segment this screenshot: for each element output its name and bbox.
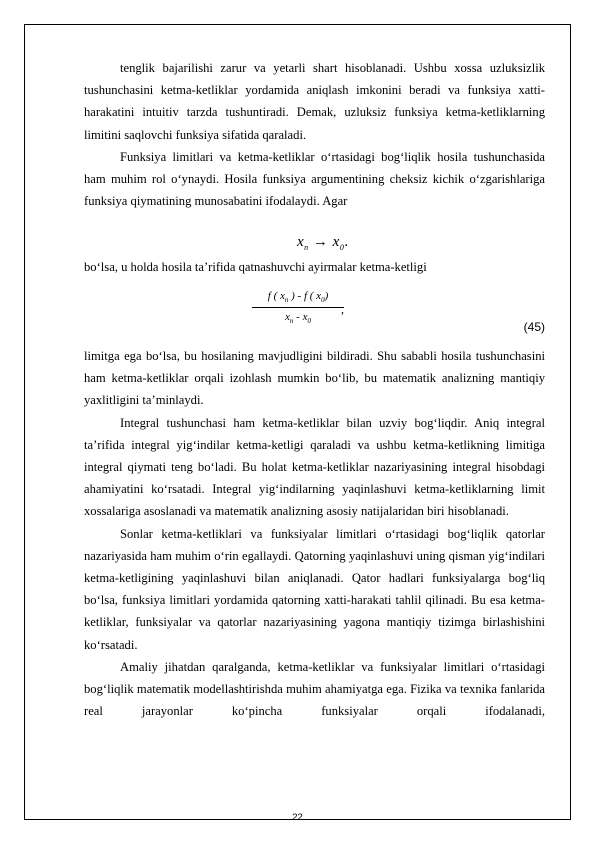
paragraph-derivative: Funksiya limitlari va ketma-ketliklar o‘rtasidagi bog‘liqlik hosila tushunchasida ham muhim rol o‘ynaydi. Hosila funksiya argumentining cheksiz kichik o‘zgarishlariga funksiya qiymatining munosabatini ifodalaydi. Agar xyxy=(84,149,545,209)
text-block-bottom xyxy=(84,345,545,722)
formula-var: x xyxy=(332,234,340,250)
paragraph-applied: Amaliy jihatdan qaralganda, ketma-ketliklar va funksiyalar limitlari o‘rtasidagi bog‘liqlik matematik modellashtirishda muhim ahamiyatga ega. Fizika va texnika fanlarida real jarayonlar ko‘pincha funksiyalar orqali ifodalanadi, xyxy=(84,659,545,719)
paragraph-series: Sonlar ketma-ketliklari va funksiyalar limitlari o‘rtasidagi bog‘liqlik qatorlar nazariyasida ham muhim o‘rin egallaydi. Qatorning yaqinlashuvi uning qisman yig‘indilari ketma-ketligining yaqinlashuvi bilan aniqlanadi. Qator hadlari funksiyalarga bog‘liq bo‘lsa, funksiya limitlari yordamida qatorning xatti-harakati tahlil qilinadi. Bu esa ketma-ketliklar, funksiyalar va qatorlar nazariyasining yagona mantiqiy tizimga birlashishini ko‘rsatadi. xyxy=(84,526,545,652)
formula-arrow: → xyxy=(312,234,329,250)
fraction-numerator: f ( $x_n$ ) - f ( $x_0$) xyxy=(267,290,329,305)
formula-period: . xyxy=(344,234,349,250)
text-block-top xyxy=(84,57,545,212)
difference-quotient xyxy=(248,290,348,325)
formula-var: x xyxy=(297,234,305,250)
paragraph-mid: bo‘lsa, u holda hosila ta’rifida qatnashuvchi ayirmalar ketma-ketligi xyxy=(84,260,427,274)
fraction-comma: , xyxy=(341,302,344,316)
paragraph-continuation: tenglik bajarilishi zarur va yetarli shart hisoblanadi. Ushbu xossa uzluksizlik tushunchasini ketma-ketliklar yordamida aniqlash imkonini beradi va funksiya xatti-harakatini intuitiv tarzda tushuntiradi. Demak, uzluksiz funksiya ketma-ketliklarning limitini saqlovchi funksiya sifatida qaraladi. xyxy=(84,61,545,142)
formula-sub: n xyxy=(304,243,309,252)
paragraph-limit: limitga ega bo‘lsa, bu hosilaning mavjudligini bildiradi. Shu sababli hosila tushunchasini ham ketma-ketliklar orqali izohlash mumkin bo‘lib, bu matematik analizning mantiqiy yaxlitligini ta’minlaydi. xyxy=(84,349,545,408)
paragraph-integral: Integral tushunchasi ham ketma-ketliklar bilan uzviy bog‘liqdir. Aniq integral ta’rifida integral yig‘indilar ketma-ketligi qaraladi va ushbu ketma-ketlikning limitiga integral qiymati teng bo‘ladi. Bu holat ketma-ketliklar nazariyasining integral hisobdagi ahamiyatini ko‘rsatadi. Integral yig‘indilarning yaqinlashuvi ketma-ketliklarning limit xossalariga asoslanadi va matematik analizning asosiy natijalaridan biri hisoblanadi. xyxy=(84,415,545,519)
equation-number: (45) xyxy=(523,320,545,334)
page-number: 22 xyxy=(292,812,303,823)
formula-limit xyxy=(297,234,349,252)
text-block-mid xyxy=(84,256,545,278)
formula-sub: 0 xyxy=(339,243,345,252)
fraction-denominator: $x_n - x_0$ xyxy=(285,311,311,326)
